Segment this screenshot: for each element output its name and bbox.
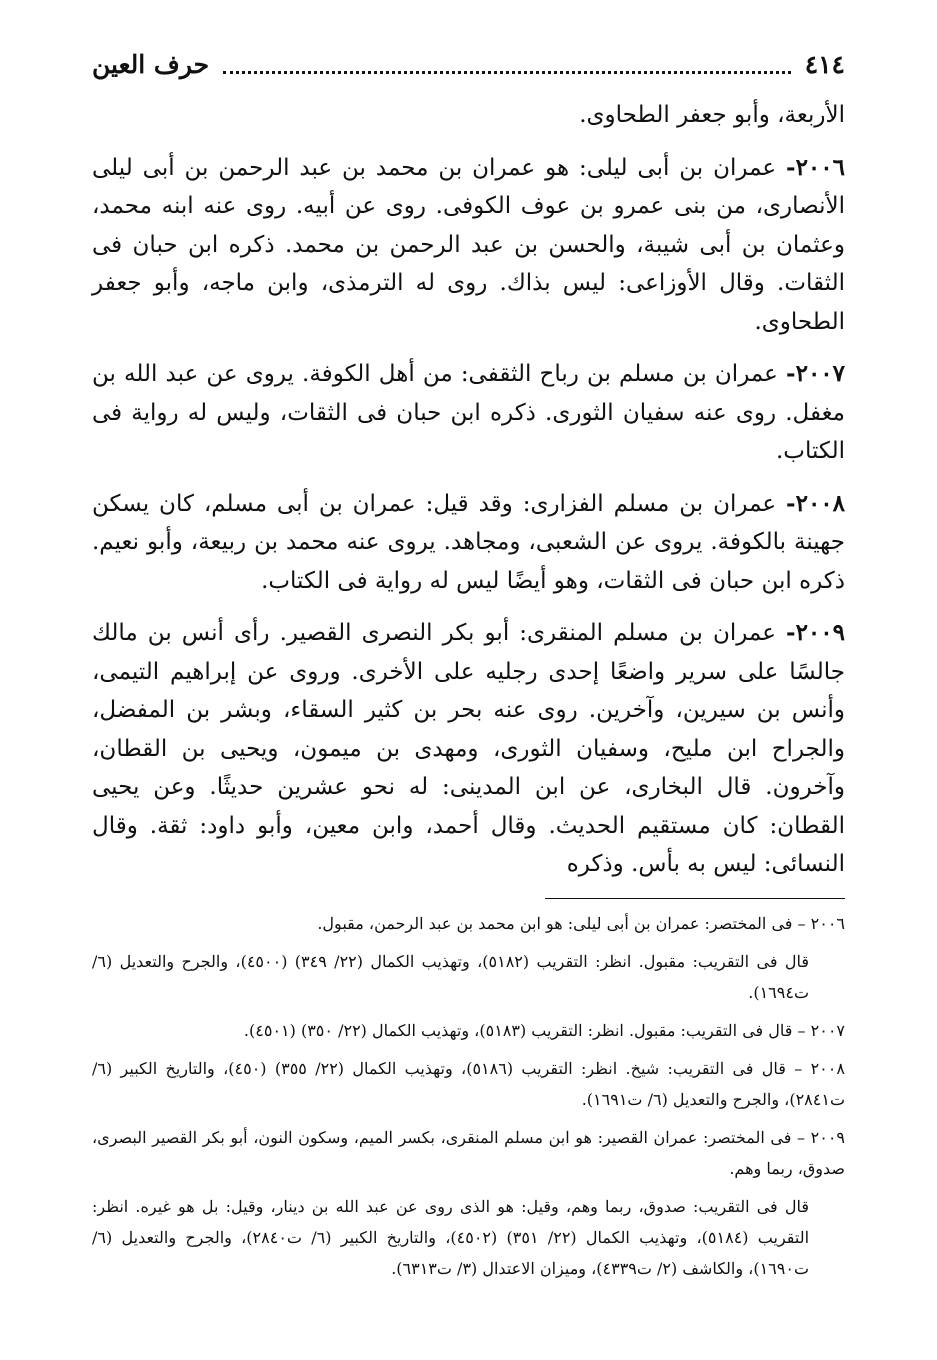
footnote-text: قال فى التقريب: صدوق، ربما وهم، وقيل: هو الذى روى عن عبد الله بن دينار، وقيل: بل هو غيره. انظر: التقريب (٥١٨٤)، وتهذيب الكمال (٢٢/ ٣٥١) (٤٥٠٢)، والتاريخ الكبير (٦/ ت٢٨٤٠)، والجرح والتعديل (٦/ ت١٦٩٠)، والكاشف (٢/ ت٤٣٣٩)، وميزان الاعتدال (٣/ ت٦٣١٣). <box>92 1197 810 1278</box>
main-text <box>92 96 845 898</box>
page-number: ٤١٤ <box>804 49 845 79</box>
header-dotted-leader <box>223 55 791 74</box>
entry-text: عمران بن أبى ليلى: هو عمران بن محمد بن عبد الرحمن بن أبى ليلى الأنصارى، من بنى عمرو بن عوف الكوفى. روى عن أبيه. روى عنه ابنه محمد، وعثمان بن أبى شيبة، والحسن بن عبد الرحمن بن محمد. ذكره ابن حبان فى الثقات. وقال الأوزاعى: ليس بذاك. روى له الترمذى، وابن ماجه، وأبو جعفر الطحاوى. <box>92 154 845 335</box>
footnote-text: فى المختصر: عمران القصير: هو ابن مسلم المنقرى، بكسر الميم، وسكون النون، أبو بكر القصير البصرى، صدوق، ربما وهم. <box>92 1128 845 1178</box>
section-title: حرف العين <box>92 49 210 79</box>
footnote-text: قال فى التقريب: مقبول. انظر: التقريب (٥١٨٣)، وتهذيب الكمال (٢٢/ ٣٥٠) (٤٥٠١). <box>243 1021 793 1040</box>
entry-2007 <box>92 355 845 471</box>
entry-2009 <box>92 614 845 884</box>
footnote-text: فى المختصر: عمران بن أبى ليلى: هو ابن محمد بن عبد الرحمن، مقبول. <box>317 914 793 933</box>
entry-number: ٢٠٠٨- <box>786 489 846 517</box>
footnote-number: ٢٠٠٦ – <box>797 914 845 933</box>
footnotes <box>92 908 845 1291</box>
footnote-text: قال فى التقريب: مقبول. انظر: التقريب (٥١٨٢)، وتهذيب الكمال (٢٢/ ٣٤٩) (٤٥٠٠)، والجرح والتعديل (٦/ ت١٦٩٤). <box>92 952 809 1002</box>
footnote-2007 <box>92 1015 845 1046</box>
entry-number: ٢٠٠٧- <box>786 360 846 387</box>
entry-continuation <box>92 96 845 135</box>
footnote-2006-taqrib <box>92 946 845 1008</box>
footnote-number: ٢٠٠٩ – <box>797 1128 846 1147</box>
footnote-text: قال فى التقريب: شيخ. انظر: التقريب (٥١٨٦)، وتهذيب الكمال (٢٢/ ٣٥٥) (٤٥٠)، والتاريخ الكبير (٦/ ت٢٨٤١)، والجرح والتعديل (٦/ ت١٦٩١). <box>92 1059 845 1109</box>
entry-text: عمران بن مسلم بن رباح الثقفى: من أهل الكوفة. يروى عن عبد الله بن مغفل. روى عنه سفيان الثورى. ذكره ابن حبان فى الثقات، وليس له رواية فى الكتاب. <box>92 361 845 464</box>
page-header <box>92 44 845 84</box>
footnote-number: ٢٠٠٧ – <box>797 1021 845 1040</box>
entry-text: عمران بن مسلم الفزارى: وقد قيل: عمران بن أبى مسلم، كان يسكن جهينة بالكوفة. يروى عن الشعبى، ومجاهد. يروى عنه محمد بن ربيعة، وأبو نعيم. ذكره ابن حبان فى الثقات، وهو أيضًا ليس له رواية فى الكتاب. <box>92 490 845 594</box>
footnote-2009-taqrib <box>92 1191 845 1284</box>
entry-number: ٢٠٠٩- <box>786 619 845 646</box>
footnote-divider <box>545 898 845 899</box>
footnote-2008 <box>92 1053 845 1115</box>
entry-number: ٢٠٠٦- <box>786 153 845 181</box>
footnote-2009 <box>92 1122 845 1184</box>
footnote-number: ٢٠٠٨ – <box>794 1059 845 1078</box>
footnote-2006 <box>92 908 845 939</box>
entry-2006 <box>92 149 845 342</box>
entry-text: الأربعة، وأبو جعفر الطحاوى. <box>579 102 845 128</box>
entry-text: عمران بن مسلم المنقرى: أبو بكر النصرى القصير. رأى أنس بن مالك جالسًا على سرير واضعًا إحدى رجليه على الأخرى. وروى عن إبراهيم التيمى، وأنس بن سيرين، وآخرين. روى عنه بحر بن كثير السقاء، وبشر بن المفضل، والجراح ابن مليح، وسفيان الثورى، ومهدى بن ميمون، ويحيى بن القطان، وآخرون. قال البخارى، عن ابن المدينى: له نحو عشرين حديثًا. وعن يحيى القطان: كان مستقيم الحديث. وقال أحمد، وابن معين، وأبو داود: ثقة. وقال النسائى: ليس به بأس. وذكره <box>92 620 845 877</box>
entry-2008 <box>92 485 845 601</box>
